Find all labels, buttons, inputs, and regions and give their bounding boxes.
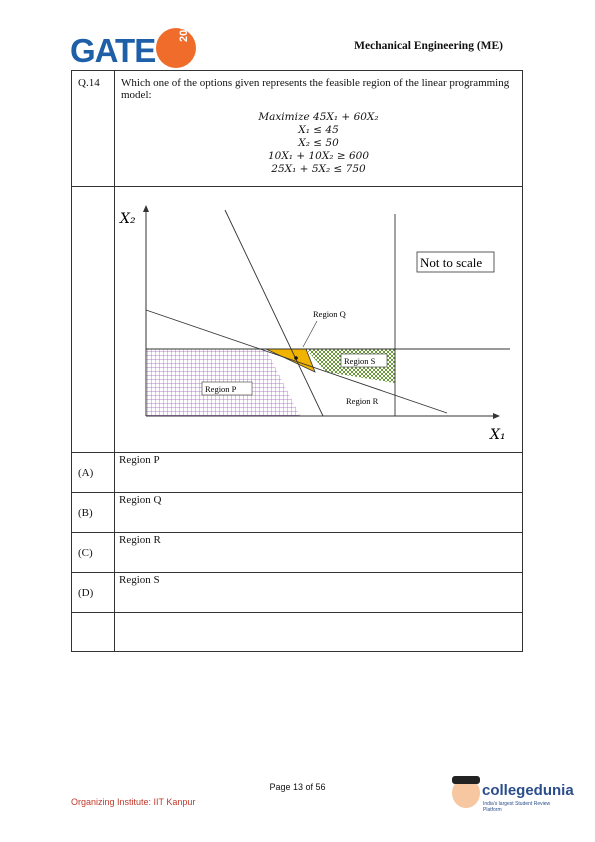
page-number: Page 13 of 56 — [269, 782, 326, 792]
lp-constraint: 25X₁ + 5X₂ ≤ 750 — [271, 163, 366, 175]
x1-axis-arrow — [493, 413, 500, 419]
organizing-institute: Organizing Institute: IIT Kanpur — [71, 797, 196, 807]
figure-number-cell — [72, 187, 115, 453]
region-s-label: Region S — [344, 356, 376, 366]
brand-name: collegedunia — [482, 782, 574, 799]
gate-year-badge — [156, 17, 196, 68]
brand-tagline: India's largest Student Review Platform — [483, 801, 551, 813]
blank-cell — [115, 613, 523, 652]
option-key: (A) — [72, 453, 115, 493]
option-key: (B) — [72, 493, 115, 533]
question-body — [115, 71, 523, 187]
gate-year-text: 2023 — [178, 17, 190, 42]
gate-logo-text: GATE — [70, 32, 156, 69]
question-table — [71, 70, 523, 652]
region-r-label: Region R — [346, 396, 379, 406]
paper-title: Mechanical Engineering (ME) — [354, 40, 503, 52]
question-number: Q.14 — [72, 71, 115, 187]
figure-cell — [115, 187, 523, 453]
option-b-text: Region Q — [115, 493, 523, 533]
lp-model — [121, 111, 516, 176]
x1-axis-label: X₁ — [490, 427, 506, 443]
collegedunia-logo — [452, 776, 574, 816]
region-q-label: Region Q — [313, 309, 346, 319]
option-key: (C) — [72, 533, 115, 573]
question-text: Which one of the options given represents the feasible region of the linear programming model: — [121, 77, 510, 101]
x2-axis-arrow — [143, 205, 149, 212]
option-d-text: Region S — [115, 573, 523, 613]
x2-axis-label: X₂ — [120, 211, 136, 227]
lp-constraint: X₂ ≤ 50 — [298, 137, 339, 149]
feasible-region-figure — [115, 187, 522, 449]
region-p-label: Region P — [205, 384, 237, 394]
region-q-leader — [303, 321, 317, 347]
not-to-scale-label: Not to scale — [420, 255, 483, 270]
region-q-marker — [294, 356, 298, 360]
lp-constraint: X₁ ≤ 45 — [298, 124, 339, 136]
graduation-cap-icon — [452, 776, 480, 784]
lp-objective: Maximize 45X₁ + 60X₂ — [258, 111, 379, 123]
blank-cell — [72, 613, 115, 652]
option-a-text: Region P — [115, 453, 523, 493]
lp-constraint: 10X₁ + 10X₂ ≥ 600 — [267, 150, 370, 162]
option-key: (D) — [72, 573, 115, 613]
option-c-text: Region R — [115, 533, 523, 573]
